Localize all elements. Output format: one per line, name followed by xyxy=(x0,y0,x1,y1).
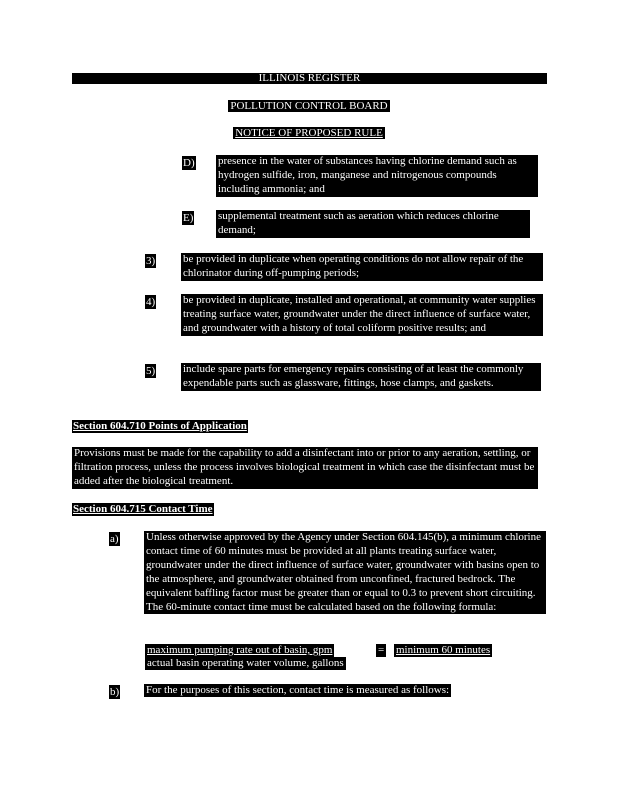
formula-equals: = xyxy=(378,644,385,656)
item-4-label: 4) xyxy=(146,296,156,308)
item-e-text: supplemental treatment such as aeration which reduces chlorine demand; xyxy=(216,210,530,238)
formula-result: minimum 60 minutes xyxy=(396,644,491,656)
item-d-label: D) xyxy=(183,157,195,169)
item-5-text: include spare parts for emergency repairs consisting of at least the commonly expendable parts such as glassware, fittings, hose clamps, and gaskets. xyxy=(181,363,541,391)
item-3-label: 3) xyxy=(146,255,156,267)
board-title-row xyxy=(0,100,618,113)
notice-title-row xyxy=(0,127,618,140)
item-e-label: E) xyxy=(183,212,194,224)
section-715-heading: Section 604.715 Contact Time xyxy=(73,503,213,515)
section-710-text: Provisions must be made for the capability to add a disinfectant into or prior to any aeration, settling, or filtration process, unless the process involves biological treatment in which case the disinfectant must be added after the biological treatment. xyxy=(72,447,538,489)
item-5-label: 5) xyxy=(146,365,156,377)
item-a-text: Unless otherwise approved by the Agency under Section 604.145(b), a minimum chlorine contact time of 60 minutes must be provided at all plants treating surface water, groundwater under the direct influence of surface water, groundwater with basins open to the atmosphere, and groundwater obtained from unconfined, fractured bedrock. The equivalent baffling factor must be greater than or equal to 0.3 to prevent short circuiting. The 60-minute contact time must be calculated based on the following formula: xyxy=(144,531,546,614)
notice-title: NOTICE OF PROPOSED RULE xyxy=(235,127,383,139)
item-3-text: be provided in duplicate when operating conditions do not allow repair of the chlorinator during off-pumping periods; xyxy=(181,253,543,281)
register-title: ILLINOIS REGISTER xyxy=(258,72,361,84)
board-title: POLLUTION CONTROL BOARD xyxy=(230,100,388,112)
register-banner xyxy=(72,73,547,84)
formula-numerator: maximum pumping rate out of basin, gpm xyxy=(147,644,333,656)
item-b-text: For the purposes of this section, contact time is measured as follows: xyxy=(146,684,450,696)
item-b-label: b) xyxy=(110,686,120,698)
formula-denominator: actual basin operating water volume, gallons xyxy=(147,657,344,669)
item-a-label: a) xyxy=(110,533,119,545)
item-d-text: presence in the water of substances having chlorine demand such as hydrogen sulfide, iron, manganese and nitrogenous compounds including ammonia; and xyxy=(216,155,538,197)
section-710-heading: Section 604.710 Points of Application xyxy=(73,420,247,432)
item-4-text: be provided in duplicate, installed and operational, at community water supplies treating surface water, groundwater under the direct influence of surface water, and groundwater with a history of total coliform positive results; and xyxy=(181,294,543,336)
